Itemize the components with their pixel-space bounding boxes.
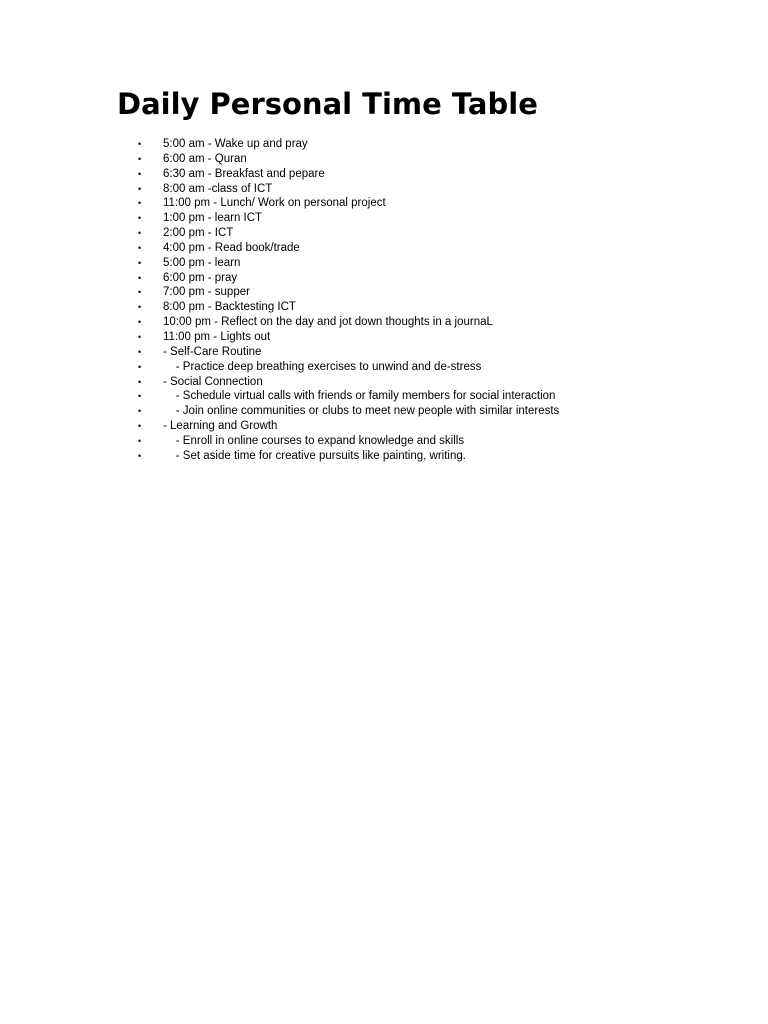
bullet-icon: •: [138, 331, 142, 342]
bullet-icon: •: [138, 302, 142, 313]
list-item-text: - Social Connection: [163, 375, 263, 388]
bullet-icon: •: [138, 346, 142, 357]
bullet-icon: •: [138, 257, 142, 268]
list-item-text: - Schedule virtual calls with friends or family members for social interaction: [163, 390, 556, 403]
bullet-icon: •: [138, 168, 142, 179]
document-title: Daily Personal Time Table: [117, 87, 538, 121]
list-item-text: 5:00 pm - learn: [163, 256, 241, 269]
bullet-icon: •: [138, 361, 142, 372]
bullet-icon: •: [138, 287, 142, 298]
bullet-icon: •: [138, 183, 142, 194]
list-item-text: - Self-Care Routine: [163, 345, 262, 358]
bullet-icon: •: [138, 153, 142, 164]
bullet-icon: •: [138, 198, 142, 209]
list-item-text: - Practice deep breathing exercises to unwind and de-stress: [163, 360, 482, 373]
list-item-text: - Set aside time for creative pursuits like painting, writing.: [163, 449, 466, 462]
list-item-text: 11:00 pm - Lunch/ Work on personal project: [163, 197, 386, 210]
list-item-text: - Learning and Growth: [163, 420, 278, 433]
bullet-icon: •: [138, 213, 142, 224]
bullet-icon: •: [138, 450, 142, 461]
list-item-text: 6:00 am - Quran: [163, 152, 247, 165]
bullet-icon: •: [138, 272, 142, 283]
list-item-text: 6:30 am - Breakfast and pepare: [163, 167, 325, 180]
list-item-text: 5:00 am - Wake up and pray: [163, 138, 308, 150]
list-item-text: 1:00 pm - learn ICT: [163, 212, 263, 225]
bullet-icon: •: [138, 421, 142, 432]
list-item-text: - Enroll in online courses to expand knowledge and skills: [163, 434, 465, 447]
bullet-icon: •: [138, 391, 142, 402]
list-item-text: 8:00 am -class of ICT: [163, 182, 273, 195]
list-item-text: - Join online communities or clubs to meet new people with similar interests: [163, 405, 560, 418]
list-item-text: 11:00 pm - Lights out: [163, 330, 271, 343]
list-item-text: 8:00 pm - Backtesting ICT: [163, 301, 296, 314]
bullet-icon: •: [138, 317, 142, 328]
bullet-icon: •: [138, 435, 142, 446]
bullet-icon: •: [138, 242, 142, 253]
list-item-text: 7:00 pm - supper: [163, 286, 250, 299]
list-item-text: 6:00 pm - pray: [163, 271, 238, 284]
list-item-text: 4:00 pm - Read book/trade: [163, 241, 300, 254]
bullet-icon: •: [138, 228, 142, 239]
list-item-text: 10:00 pm - Reflect on the day and jot down thoughts in a journaL: [163, 316, 493, 329]
bullet-icon: •: [138, 406, 142, 417]
bullet-icon: •: [138, 376, 142, 387]
bullet-icon: •: [138, 139, 142, 149]
list-item-text: 2:00 pm - ICT: [163, 227, 234, 240]
